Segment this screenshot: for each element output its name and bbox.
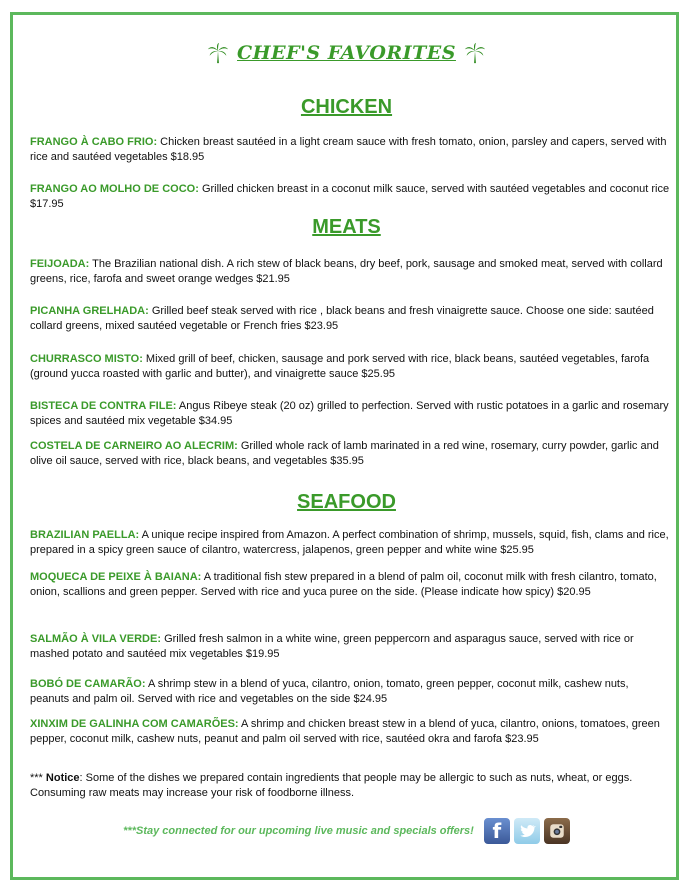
menu-item-name: FRANGO À CABO FRIO:	[30, 136, 158, 148]
palm-tree-icon	[464, 42, 486, 64]
menu-item-description: Grilled whole rack of lamb marinated in a red wine, rosemary, curry powder, garlic and olive oil sauce, served with rice, black beans, and vegetables $35.95	[30, 440, 659, 467]
menu-item	[30, 717, 670, 747]
menu-item	[30, 182, 670, 212]
menu-item-name: MOQUECA DE PEIXE À BAIANA:	[30, 571, 202, 583]
menu-item-name: PICANHA GRELHADA:	[30, 305, 149, 317]
notice-prefix: ***	[30, 772, 46, 784]
menu-item-description: Grilled chicken breast in a coconut milk sauce, served with sautéed vegetables and coconut rice $17.95	[30, 183, 670, 210]
menu-item	[30, 528, 670, 558]
footer	[0, 818, 693, 844]
menu-item	[30, 399, 670, 429]
menu-item	[30, 439, 670, 469]
menu-item-name: XINXIM DE GALINHA COM CAMARÕES:	[30, 718, 239, 730]
menu-item	[30, 677, 670, 707]
menu-item-name: FRANGO AO MOLHO DE COCO:	[30, 183, 199, 195]
notice-label: Notice	[45, 772, 80, 784]
instagram-icon[interactable]	[544, 818, 570, 844]
menu-item-description: A shrimp stew in a blend of yuca, cilantro, onion, tomato, green pepper, coconut milk, cashew nuts, peanuts and palm oil. Served with rice and vegetables on the side $24.95	[30, 678, 629, 705]
menu-item	[30, 352, 670, 382]
menu-item-description: Grilled beef steak served with rice , black beans and fresh vinaigrette sauce. Choose one side: sautéed collard greens, mixed sautéed vegetable or French fries $23.95	[30, 305, 654, 332]
menu-item-description: A traditional fish stew prepared in a blend of palm oil, coconut milk with fresh cilantro, tomato, onion, scallions and green pepper. Served with rice and yuca puree on the side. (Please indicate how spicy) $20.95	[30, 571, 657, 598]
menu-item	[30, 257, 670, 287]
menu-item-description: Mixed grill of beef, chicken, sausage and pork served with rice, black beans, sautéed vegetables, farofa (ground yucca roasted with garlic and butter), and vinaigrette sauce $25.95	[30, 353, 650, 380]
section-title-meats: MEATS	[312, 216, 381, 238]
menu-item-description: Angus Ribeye steak (20 oz) grilled to perfection. Served with rustic potatoes in a garlic and rosemary spices and sautéed mix vegetable $34.95	[30, 400, 669, 427]
section-title-seafood: SEAFOOD	[297, 491, 396, 513]
facebook-icon[interactable]: f	[484, 818, 510, 844]
menu-item-description: Grilled fresh salmon in a white wine, green peppercorn and asparagus sauce, served with rice or mashed potato and sautéed mix vegetables $19.95	[30, 633, 634, 660]
menu-item-name: CHURRASCO MISTO:	[30, 353, 143, 365]
twitter-icon[interactable]	[514, 818, 540, 844]
menu-item-name: BRAZILIAN PAELLA:	[30, 529, 140, 541]
menu-item	[30, 570, 670, 600]
menu-item	[30, 135, 670, 165]
palm-tree-icon	[207, 42, 229, 64]
menu-item-description: Chicken breast sautéed in a light cream sauce with fresh tomato, onion, parsley and capers, served with rice and sautéed vegetables $18.95	[30, 136, 667, 163]
menu-item-description: A unique recipe inspired from Amazon. A perfect combination of shrimp, mussels, squid, fish, clams and rice, prepared in a spicy green sauce of cilantro, watercress, jalapenos, green pepper and white wine $25.95	[30, 529, 669, 556]
allergy-notice	[30, 771, 670, 801]
menu-item-name: SALMÃO À VILA VERDE:	[30, 633, 161, 645]
menu-item-description: The Brazilian national dish. A rich stew of black beans, dry beef, pork, sausage and smoked meat, served with collard greens, rice, farofa and sweet orange wedges $21.95	[30, 258, 663, 285]
footer-text: ***Stay connected for our upcoming live music and specials offers!	[123, 825, 474, 837]
menu-item-name: FEIJOADA:	[30, 258, 90, 270]
menu-item	[30, 304, 670, 334]
menu-item-name: BOBÓ DE CAMARÃO:	[30, 678, 146, 690]
menu-header	[0, 42, 693, 64]
page-title: CHEF'S FAVORITES	[237, 42, 456, 64]
menu-item-description: A shrimp and chicken breast stew in a blend of yuca, cilantro, onions, tomatoes, green pepper, coconut milk, cashew nuts, peanut and palm oil served with rice, sautéed okra and farofa $23.95	[30, 718, 660, 745]
menu-item-name: BISTECA DE CONTRA FILE:	[30, 400, 177, 412]
section-title-chicken: CHICKEN	[300, 96, 393, 118]
notice-text: : Some of the dishes we prepared contain ingredients that people may be allergic to such as nuts, wheat, or eggs. Consuming raw meats may increase your risk of foodborne illness.	[30, 772, 633, 799]
menu-item-name: COSTELA DE CARNEIRO AO ALECRIM:	[30, 440, 238, 452]
menu-item	[30, 632, 670, 662]
